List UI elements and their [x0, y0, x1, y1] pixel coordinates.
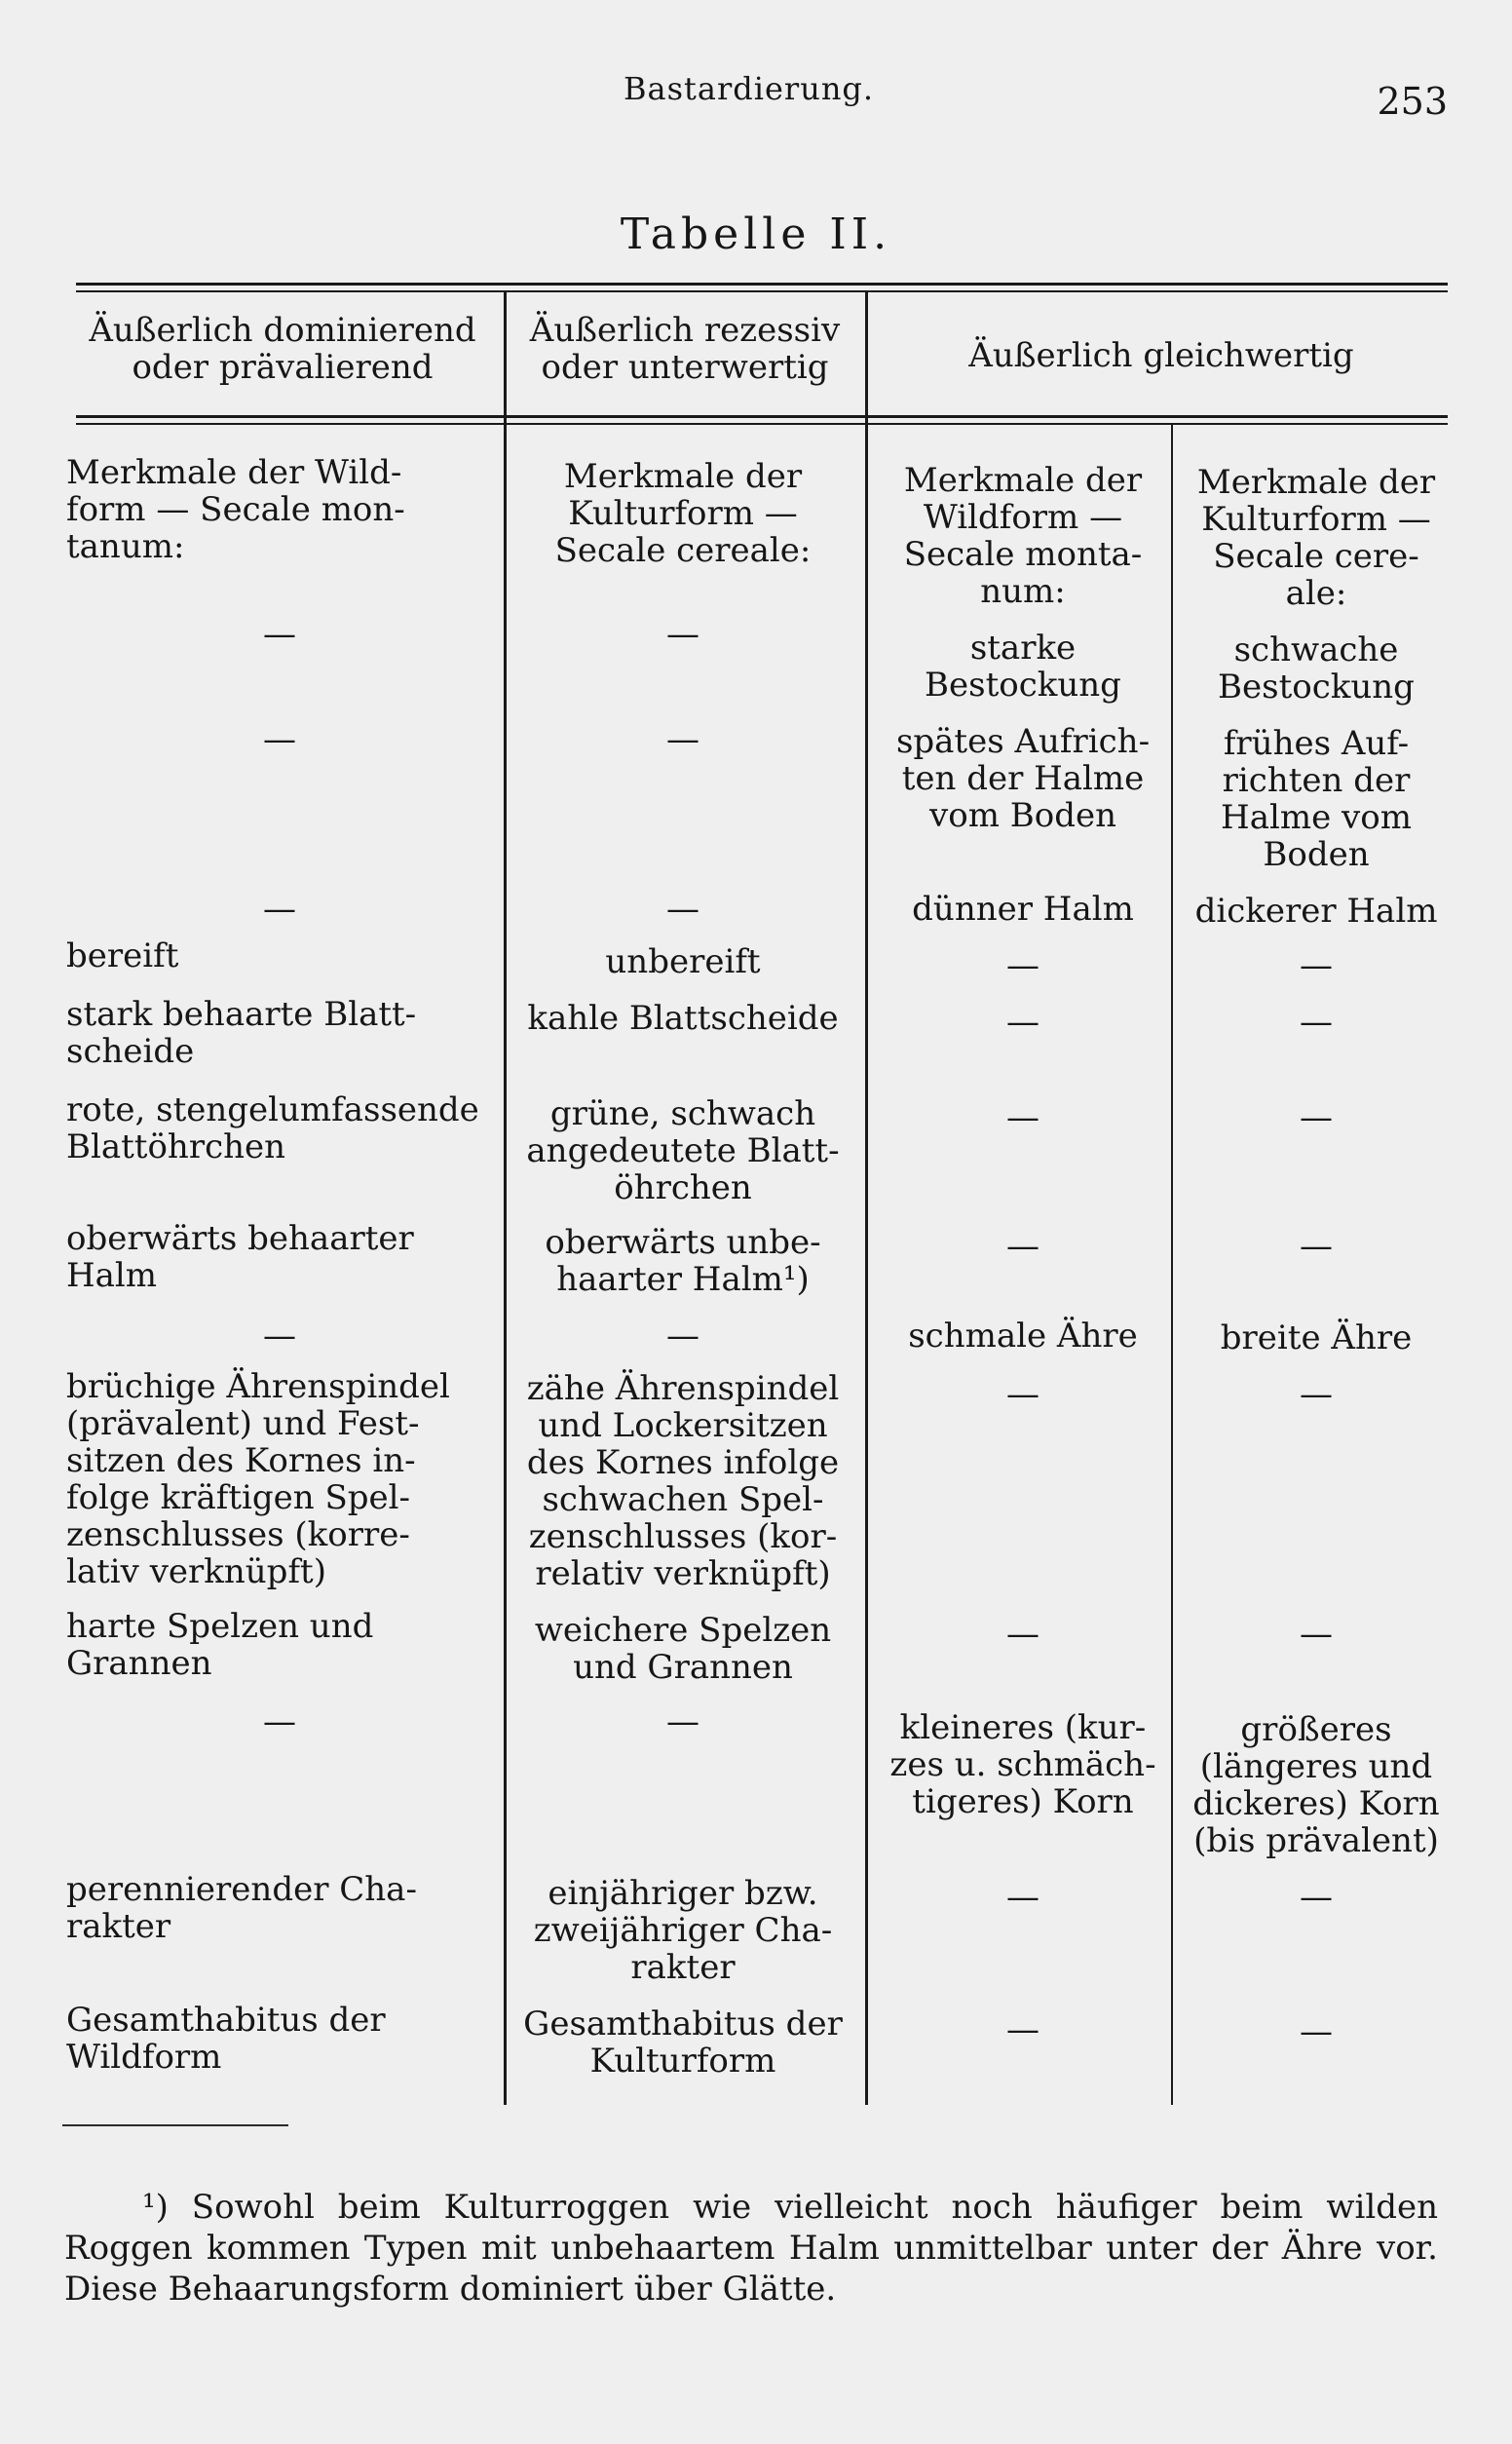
table-cell: frühes Auf- richten der Halme vom Boden — [1221, 724, 1412, 874]
table-cell: — — [1300, 1227, 1333, 1266]
table-cell: starke Bestockung — [925, 629, 1121, 705]
table-cell: — — [1006, 946, 1040, 985]
footnote-marker: ¹) — [142, 2188, 169, 2227]
table-cell: — — [1006, 1003, 1040, 1042]
table-cell: schwache Bestockung — [1218, 630, 1415, 706]
page-number: 253 — [1377, 80, 1448, 123]
table-cell: — — [1300, 2012, 1333, 2051]
table-cell: Merkmale der Kulturform — Secale cereale: — [554, 457, 812, 570]
table-cell: — — [1006, 1375, 1040, 1414]
table-cell: breite Ähre — [1220, 1318, 1413, 1357]
column-header-recessive: Äußerlich rezessiv oder unterwertig — [529, 311, 841, 387]
table-cell: — — [1006, 1878, 1040, 1917]
column-header-dominant: Äußerlich dominierend oder prävalierend — [89, 311, 476, 387]
table-top-rule — [76, 283, 1448, 286]
table-cell: — — [1300, 1375, 1333, 1414]
table-cell: Merkmale der Wildform — Secale monta- num: — [903, 461, 1143, 611]
footnote — [64, 2187, 1438, 2310]
table-cell: harte Spelzen und Grannen — [66, 1607, 374, 1683]
footnote-rule — [62, 2124, 288, 2126]
table-cell: — — [666, 615, 699, 654]
table-cell: — — [666, 890, 699, 929]
table-cell: — — [1006, 1615, 1040, 1654]
footnote-text: Sowohl beim Kulturroggen wie vielleicht noch häufiger beim wilden Roggen kommen Typen mit unbehaartem Halm unmittelbar unter der Ähre vor. Diese Behaarungsform dominiert über Glätte. — [64, 2188, 1438, 2309]
table-cell: — — [666, 1317, 699, 1356]
table-cell: — — [1300, 1615, 1333, 1654]
table-cell: — — [263, 720, 296, 759]
table-cell: Gesamthabitus der Kulturform — [523, 2005, 843, 2081]
table-cell: dickerer Halm — [1194, 892, 1438, 931]
header-bottom-rule — [76, 415, 1448, 418]
table-cell: — — [1300, 1003, 1333, 1042]
table-cell: brüchige Ährenspindel (prävalent) und Fest- sitzen des Kornes in- folge kräftigen Spel- zenschlusses (korre- lativ verknüpft) — [66, 1367, 450, 1591]
table-cell: — — [1006, 1098, 1040, 1137]
table-cell: — — [666, 720, 699, 759]
table-cell: schmale Ähre — [908, 1317, 1138, 1356]
table-cell: — — [1300, 1098, 1333, 1137]
table-cell: stark behaarte Blatt- scheide — [66, 995, 417, 1071]
table-cell: — — [263, 1317, 296, 1356]
footnote-paragraph — [64, 2187, 1438, 2310]
column-divider-1 — [504, 292, 507, 2105]
table-cell: — — [1006, 1227, 1040, 1266]
table-cell: Gesamthabitus der Wildform — [66, 2001, 386, 2077]
table-cell: spätes Aufrich- ten der Halme vom Boden — [895, 722, 1151, 835]
table-cell: — — [1006, 2010, 1040, 2049]
table-cell: — — [263, 615, 296, 654]
table-cell: — — [666, 1702, 699, 1741]
table-cell: kahle Blattscheide — [527, 999, 839, 1038]
table-cell: dünner Halm — [912, 890, 1134, 929]
table-cell: unbereift — [605, 942, 761, 981]
table-cell: oberwärts behaarter Halm — [66, 1219, 414, 1295]
running-header — [0, 70, 1512, 123]
table-cell: — — [263, 890, 296, 929]
table-cell: — — [1300, 1878, 1333, 1917]
table-cell: weichere Spelzen und Grannen — [534, 1611, 832, 1687]
table-cell: rote, stengelumfassende Blattöhrchen — [66, 1090, 479, 1166]
table-cell: einjähriger bzw. zweijähriger Cha- rakter — [533, 1874, 833, 1987]
table-cell: oberwärts unbe- haarter Halm¹) — [545, 1223, 821, 1299]
running-title: Bastardierung. — [624, 70, 875, 107]
table-cell: kleineres (kur- zes u. schmäch- tigeres) Korn — [889, 1708, 1156, 1821]
table-cell: Merkmale der Kulturform — Secale cere- ale: — [1196, 463, 1436, 613]
column-divider-2 — [865, 292, 868, 2105]
table-top-rule-thin — [76, 290, 1448, 292]
table-cell: Merkmale der Wild- form — Secale mon- tanum: — [66, 453, 405, 566]
column-header-equivalent: Äußerlich gleichwertig — [968, 336, 1354, 375]
table-cell: grüne, schwach angedeutete Blatt- öhrchen — [526, 1094, 840, 1207]
table-title: Tabelle II. — [620, 210, 892, 259]
table-cell: perennierender Cha- rakter — [66, 1870, 417, 1946]
table-cell: größeres (längeres und dickeres) Korn (bis prävalent) — [1192, 1710, 1440, 1860]
table-cell: bereift — [66, 936, 179, 975]
table-cell: — — [1300, 946, 1333, 985]
table-cell: zähe Ährenspindel und Lockersitzen des Kornes infolge schwachen Spel- zenschlusses (kor- relativ verknüpft) — [526, 1369, 840, 1593]
header-bottom-rule-thin — [76, 423, 1448, 425]
table-cell: — — [263, 1702, 296, 1741]
